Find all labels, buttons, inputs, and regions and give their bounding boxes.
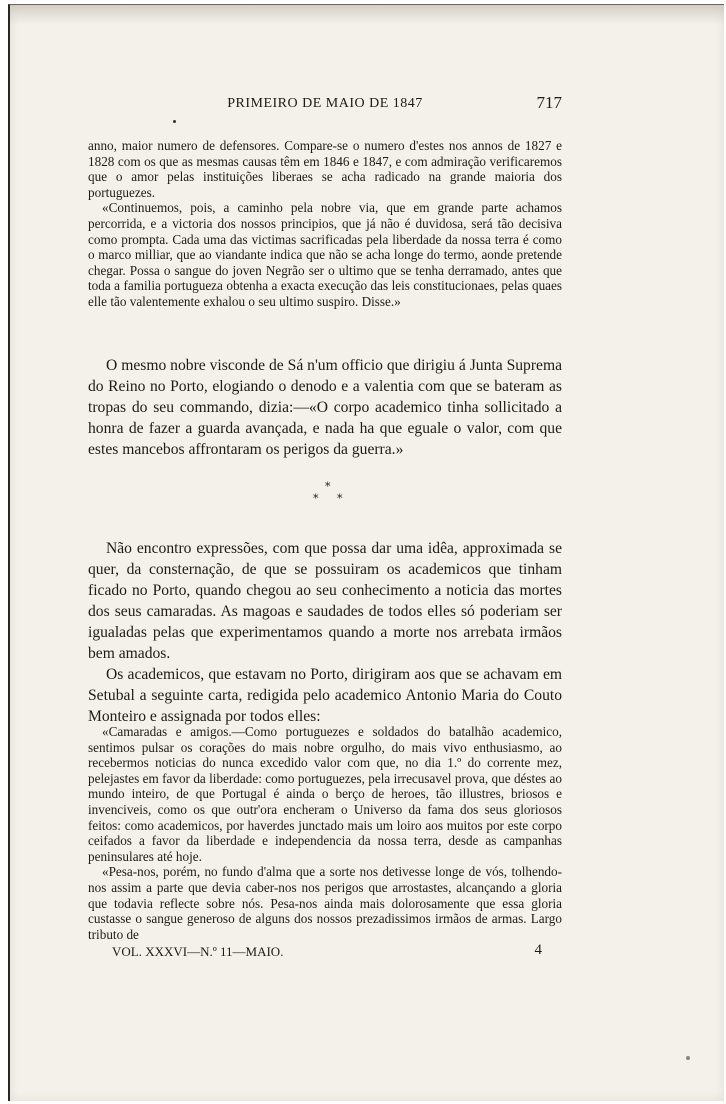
- paragraph: «Pesa-nos, porém, no fundo d'alma que a sorte nos detivesse longe de vós, tolhendo-nos assim a parte que devia caber-nos nos perigos que arrostastes, alcançando a gloria que todavia reflecte sobre nós. Pesa-nos ainda mais dolorosamente que essa gloria custasse o sangue generoso de alguns dos nossos prezadissimos irmãos de armas. Largo tributo de: [88, 864, 562, 942]
- paragraph: «Camaradas e amigos.—Como portuguezes e soldados do batalhão academico, sentimos pulsar os corações do mais nobre orgulho, do mais vivo enthusiasmo, ao recebermos noticias do nunca excedido valor com que, no dia 1.º do corrente mez, pelejastes em favor da liberdade: como portuguezes, pela irrecusavel prova, que déstes ao mundo inteiro, de que Portugal é ainda o berço de heroes, tão illustres, briosos e invenciveis, como os que outr'ora encheram o Universo da fama dos seus gloriosos feitos: como academicos, por haverdes junctado mais um loiro aos muitos por este corpo ceifados a favor da liberdade e independencia da nossa terra, desde as campanhas peninsulares até hoje.: [88, 724, 562, 864]
- paragraph: «Continuemos, pois, a caminho pela nobre via, que em grande parte achamos percorrida, e a victoria dos nossos principios, que já não é duvidosa, será tão decisiva como prompta. Cada uma das victimas sacrificadas pela liberdade da nossa terra é como o marco milliar, que ao viandante indica que não se acha longe do termo, aonde pretende chegar. Possa o sangue do joven Negrão ser o ultimo que se tenha derramado, antes que toda a familia portugueza obtenha a exacta execução das leis constitucionaes, pelas quaes elle tão valentemente exhalou o seu ultimo suspiro. Disse.»: [88, 200, 562, 309]
- letter-quote-block: [88, 724, 562, 942]
- star: *: [337, 492, 343, 505]
- paragraph: Não encontro expressões, com que possa dar uma idêa, approximada se quer, da consternação, de que se possuiram os academicos que tinham ficado no Porto, quando chegou ao seu conhecimento a noticia das mortes dos seus camaradas. As magoas e saudades de todos elles só poderiam ser igualadas pelas que experimentamos quando a morte nos arrebata irmãos bem amados.: [88, 540, 562, 662]
- paragraph: anno, maior numero de defensores. Compare-se o numero d'estes nos annos de 1827 e 1828 com os que as mesmas causas têm em 1846 e 1847, e com admiração verificaremos que o amor pelas instituições liberaes se acha radicado na grande maioria dos portuguezes.: [88, 138, 562, 200]
- paragraph: Os academicos, que estavam no Porto, dirigiram aos que se achavam em Setubal a seguinte carta, redigida pelo academico Antonio Maria do Couto Monteiro e assignada por todos elles:: [88, 666, 562, 725]
- ink-dot: [173, 120, 176, 123]
- page-header: [88, 93, 562, 116]
- paper-speck: [686, 1056, 690, 1060]
- narrative-block: [88, 538, 562, 727]
- volume-signature: VOL. XXXVI—N.º 11—MAIO.: [112, 944, 284, 959]
- paragraph: O mesmo nobre visconde de Sá n'um officio que dirigiu á Junta Suprema do Reino no Porto, elogiando o denodo e a valentia com que se bateram as tropas do seu commando, dizia:—«O corpo academico tinha sollicitado a honra de fazer a guarda avançada, e nada ha que eguale o valor, com que estes mancebos affrontaram os perigos da guerra.»: [88, 357, 562, 458]
- page-footer: [112, 944, 542, 964]
- section-separator: [310, 480, 350, 510]
- star: *: [325, 480, 331, 493]
- visconde-paragraph-block: [88, 355, 562, 460]
- running-title: PRIMEIRO DE MAIO DE 1847: [227, 96, 423, 111]
- page-number: 717: [536, 93, 562, 112]
- sheet-number: 4: [534, 942, 542, 958]
- star: *: [313, 492, 319, 505]
- speech-quote-block: [88, 138, 562, 310]
